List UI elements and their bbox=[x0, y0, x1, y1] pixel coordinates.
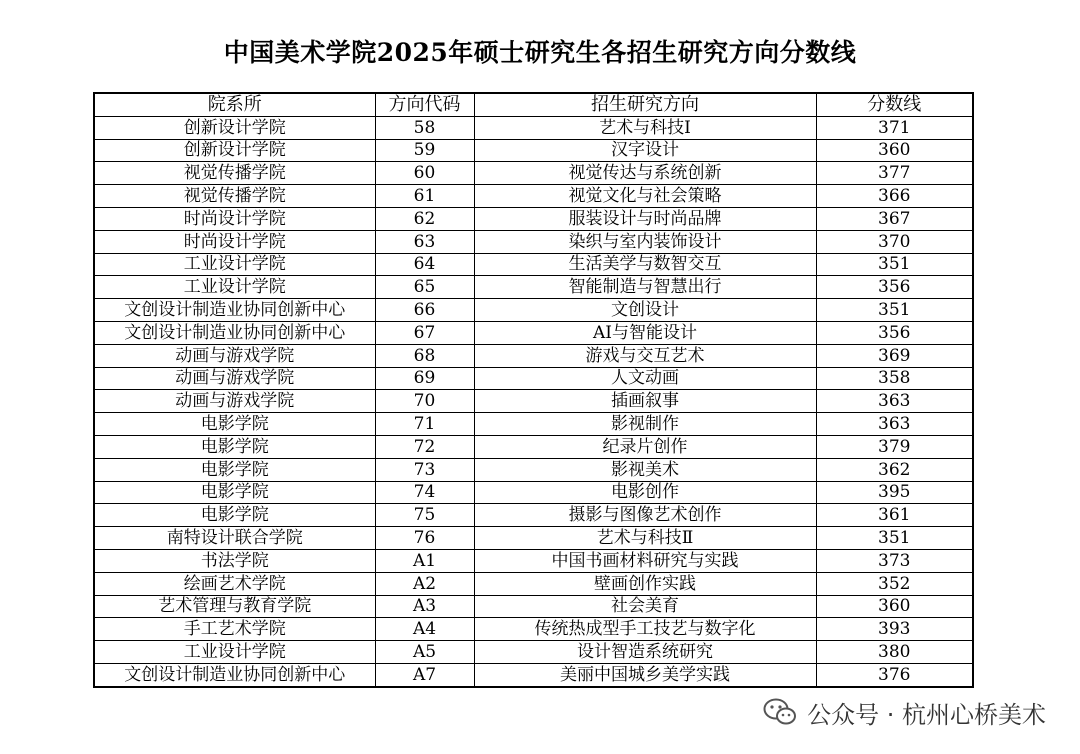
cell-research-direction: 汉字设计 bbox=[474, 139, 816, 162]
cell-department: 动画与游戏学院 bbox=[94, 367, 375, 390]
cell-research-direction: 电影创作 bbox=[474, 481, 816, 504]
cell-score-line: 377 bbox=[816, 162, 973, 185]
table-row bbox=[94, 207, 973, 230]
table-row bbox=[94, 253, 973, 276]
cell-score-line: 363 bbox=[816, 413, 973, 436]
cell-department: 时尚设计学院 bbox=[94, 207, 375, 230]
wechat-icon bbox=[763, 697, 797, 727]
table-row bbox=[94, 595, 973, 618]
cell-direction-code: 73 bbox=[375, 458, 474, 481]
table-row bbox=[94, 572, 973, 595]
cell-direction-code: 61 bbox=[375, 185, 474, 208]
table-row bbox=[94, 527, 973, 550]
header-research-direction: 招生研究方向 bbox=[474, 93, 816, 116]
table-row bbox=[94, 435, 973, 458]
table-row bbox=[94, 344, 973, 367]
cell-direction-code: 65 bbox=[375, 276, 474, 299]
cell-direction-code: 60 bbox=[375, 162, 474, 185]
cell-score-line: 351 bbox=[816, 253, 973, 276]
cell-score-line: 356 bbox=[816, 321, 973, 344]
cell-department: 时尚设计学院 bbox=[94, 230, 375, 253]
table-row bbox=[94, 321, 973, 344]
table-row bbox=[94, 139, 973, 162]
watermark-text: 公众号 · 杭州心桥美术 bbox=[807, 700, 1046, 729]
table-row bbox=[94, 663, 973, 686]
cell-department: 电影学院 bbox=[94, 504, 375, 527]
cell-research-direction: 社会美育 bbox=[474, 595, 816, 618]
cell-research-direction: 人文动画 bbox=[474, 367, 816, 390]
cell-score-line: 366 bbox=[816, 185, 973, 208]
cell-score-line: 369 bbox=[816, 344, 973, 367]
cell-research-direction: 视觉传达与系统创新 bbox=[474, 162, 816, 185]
cell-score-line: 393 bbox=[816, 618, 973, 641]
cell-score-line: 358 bbox=[816, 367, 973, 390]
cell-department: 书法学院 bbox=[94, 549, 375, 572]
cell-research-direction: 美丽中国城乡美学实践 bbox=[474, 663, 816, 686]
table-row bbox=[94, 390, 973, 413]
table-row bbox=[94, 413, 973, 436]
cell-department: 工业设计学院 bbox=[94, 253, 375, 276]
cell-research-direction: 服装设计与时尚品牌 bbox=[474, 207, 816, 230]
cell-direction-code: A1 bbox=[375, 549, 474, 572]
table-row bbox=[94, 367, 973, 390]
cell-department: 工业设计学院 bbox=[94, 276, 375, 299]
cell-department: 动画与游戏学院 bbox=[94, 390, 375, 413]
cell-research-direction: 插画叙事 bbox=[474, 390, 816, 413]
cell-department: 文创设计制造业协同创新中心 bbox=[94, 321, 375, 344]
cell-department: 视觉传播学院 bbox=[94, 185, 375, 208]
cell-research-direction: 艺术与科技Ⅰ bbox=[474, 116, 816, 139]
cell-direction-code: 58 bbox=[375, 116, 474, 139]
cell-department: 绘画艺术学院 bbox=[94, 572, 375, 595]
cell-score-line: 356 bbox=[816, 276, 973, 299]
cell-research-direction: 染织与室内装饰设计 bbox=[474, 230, 816, 253]
cell-score-line: 367 bbox=[816, 207, 973, 230]
table-row bbox=[94, 481, 973, 504]
cell-department: 工业设计学院 bbox=[94, 641, 375, 664]
cell-department: 视觉传播学院 bbox=[94, 162, 375, 185]
cell-direction-code: 70 bbox=[375, 390, 474, 413]
cell-score-line: 352 bbox=[816, 572, 973, 595]
cell-score-line: 362 bbox=[816, 458, 973, 481]
cell-direction-code: 72 bbox=[375, 435, 474, 458]
cell-research-direction: 影视制作 bbox=[474, 413, 816, 436]
table-row bbox=[94, 185, 973, 208]
cell-research-direction: 视觉文化与社会策略 bbox=[474, 185, 816, 208]
cell-direction-code: 74 bbox=[375, 481, 474, 504]
cell-direction-code: 68 bbox=[375, 344, 474, 367]
cell-score-line: 361 bbox=[816, 504, 973, 527]
cell-research-direction: 文创设计 bbox=[474, 299, 816, 322]
cell-research-direction: 影视美术 bbox=[474, 458, 816, 481]
cell-department: 文创设计制造业协同创新中心 bbox=[94, 299, 375, 322]
cell-department: 电影学院 bbox=[94, 435, 375, 458]
cell-score-line: 360 bbox=[816, 139, 973, 162]
cell-department: 创新设计学院 bbox=[94, 139, 375, 162]
table-row bbox=[94, 162, 973, 185]
table-row bbox=[94, 641, 973, 664]
cell-score-line: 363 bbox=[816, 390, 973, 413]
cell-score-line: 351 bbox=[816, 527, 973, 550]
cell-research-direction: 摄影与图像艺术创作 bbox=[474, 504, 816, 527]
cell-direction-code: A7 bbox=[375, 663, 474, 686]
cell-department: 创新设计学院 bbox=[94, 116, 375, 139]
cell-score-line: 370 bbox=[816, 230, 973, 253]
cell-direction-code: 63 bbox=[375, 230, 474, 253]
cell-direction-code: 64 bbox=[375, 253, 474, 276]
table-body bbox=[94, 116, 973, 686]
header-direction-code: 方向代码 bbox=[375, 93, 474, 116]
cell-direction-code: 69 bbox=[375, 367, 474, 390]
cell-direction-code: 66 bbox=[375, 299, 474, 322]
cell-department: 电影学院 bbox=[94, 481, 375, 504]
cell-score-line: 380 bbox=[816, 641, 973, 664]
table-row bbox=[94, 230, 973, 253]
cell-direction-code: 59 bbox=[375, 139, 474, 162]
document-title: 中国美术学院2025年硕士研究生各招生研究方向分数线 bbox=[223, 38, 857, 67]
cell-direction-code: A4 bbox=[375, 618, 474, 641]
cell-score-line: 395 bbox=[816, 481, 973, 504]
table-row bbox=[94, 504, 973, 527]
cell-score-line: 360 bbox=[816, 595, 973, 618]
cell-research-direction: 中国书画材料研究与实践 bbox=[474, 549, 816, 572]
cell-research-direction: 智能制造与智慧出行 bbox=[474, 276, 816, 299]
cell-department: 文创设计制造业协同创新中心 bbox=[94, 663, 375, 686]
cell-score-line: 351 bbox=[816, 299, 973, 322]
cell-direction-code: 62 bbox=[375, 207, 474, 230]
cell-direction-code: A3 bbox=[375, 595, 474, 618]
cell-direction-code: 76 bbox=[375, 527, 474, 550]
cell-score-line: 376 bbox=[816, 663, 973, 686]
cell-score-line: 379 bbox=[816, 435, 973, 458]
cell-department: 手工艺术学院 bbox=[94, 618, 375, 641]
cell-score-line: 371 bbox=[816, 116, 973, 139]
cell-research-direction: 壁画创作实践 bbox=[474, 572, 816, 595]
cell-direction-code: 71 bbox=[375, 413, 474, 436]
watermark bbox=[763, 692, 1046, 732]
cell-research-direction: AI与智能设计 bbox=[474, 321, 816, 344]
table-row bbox=[94, 116, 973, 139]
table-row bbox=[94, 618, 973, 641]
table-header-row bbox=[94, 93, 973, 116]
table-row bbox=[94, 276, 973, 299]
cell-department: 南特设计联合学院 bbox=[94, 527, 375, 550]
cell-department: 电影学院 bbox=[94, 413, 375, 436]
cell-department: 电影学院 bbox=[94, 458, 375, 481]
header-department: 院系所 bbox=[94, 93, 375, 116]
cell-research-direction: 纪录片创作 bbox=[474, 435, 816, 458]
cell-research-direction: 游戏与交互艺术 bbox=[474, 344, 816, 367]
cell-direction-code: 67 bbox=[375, 321, 474, 344]
cell-direction-code: A5 bbox=[375, 641, 474, 664]
table-row bbox=[94, 299, 973, 322]
cell-department: 动画与游戏学院 bbox=[94, 344, 375, 367]
cell-research-direction: 设计智造系统研究 bbox=[474, 641, 816, 664]
cell-research-direction: 传统热成型手工技艺与数字化 bbox=[474, 618, 816, 641]
score-table bbox=[93, 92, 974, 688]
cell-score-line: 373 bbox=[816, 549, 973, 572]
cell-direction-code: A2 bbox=[375, 572, 474, 595]
cell-department: 艺术管理与教育学院 bbox=[94, 595, 375, 618]
cell-research-direction: 生活美学与数智交互 bbox=[474, 253, 816, 276]
header-score-line: 分数线 bbox=[816, 93, 973, 116]
table-row bbox=[94, 458, 973, 481]
cell-direction-code: 75 bbox=[375, 504, 474, 527]
table-row bbox=[94, 549, 973, 572]
cell-research-direction: 艺术与科技Ⅱ bbox=[474, 527, 816, 550]
